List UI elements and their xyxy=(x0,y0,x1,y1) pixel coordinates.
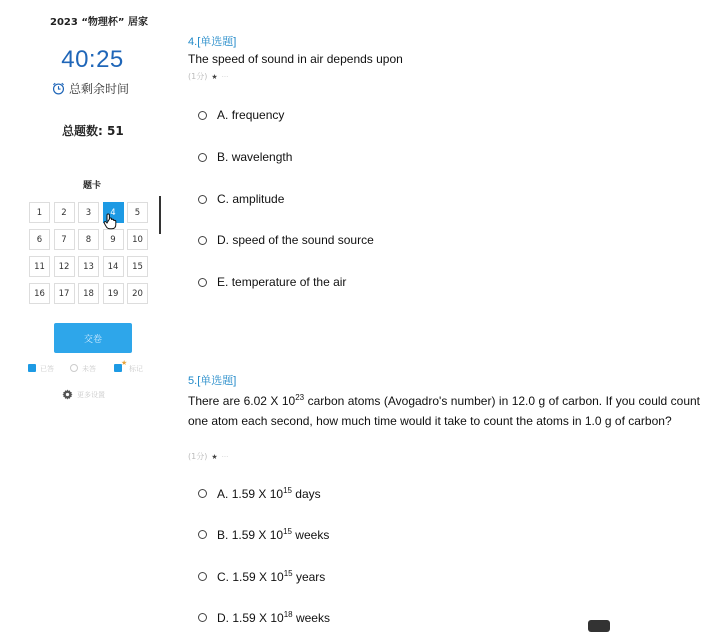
marked-legend-label: 标记 xyxy=(129,365,143,373)
option-exponent: 15 xyxy=(283,486,292,495)
radio-icon[interactable] xyxy=(198,530,207,539)
question-cell-3[interactable]: 3 xyxy=(78,202,99,223)
question-5-type: [单选题] xyxy=(197,375,237,387)
question-5-option-b[interactable] xyxy=(198,527,329,542)
radio-icon[interactable] xyxy=(198,236,207,245)
question-cell-13[interactable]: 13 xyxy=(78,256,99,277)
radio-icon[interactable] xyxy=(198,489,207,498)
sidebar xyxy=(0,0,170,629)
option-letter: D. xyxy=(217,611,229,625)
question-cell-10[interactable]: 10 xyxy=(127,229,148,250)
question-5-header xyxy=(188,369,236,388)
option-text: speed of the sound source xyxy=(232,233,374,247)
question-cell-17[interactable]: 17 xyxy=(54,283,75,304)
option-unit: weeks xyxy=(291,528,330,542)
question-cell-2[interactable]: 2 xyxy=(54,202,75,223)
option-text: temperature of the air xyxy=(231,275,347,289)
question-cell-11[interactable]: 11 xyxy=(29,256,50,277)
question-4-header xyxy=(188,30,236,49)
option-base: 1.59 X 10 xyxy=(232,570,284,584)
question-cell-14[interactable]: 14 xyxy=(103,256,124,277)
option-letter: B. xyxy=(217,528,229,542)
answer-card-scrollbar[interactable] xyxy=(159,196,161,234)
question-5-option-a[interactable] xyxy=(198,486,321,501)
option-letter: A. xyxy=(217,487,229,501)
option-unit: years xyxy=(292,570,326,584)
question-cell-18[interactable]: 18 xyxy=(78,283,99,304)
settings-label: 更多设置 xyxy=(77,390,105,399)
option-base: 1.59 X 10 xyxy=(232,611,284,625)
question-cell-5[interactable]: 5 xyxy=(127,202,148,223)
question-4-option-c[interactable] xyxy=(198,192,284,206)
question-cell-1[interactable]: 1 xyxy=(29,202,50,223)
option-text: wavelength xyxy=(231,150,293,164)
radio-icon[interactable] xyxy=(198,572,207,581)
question-5-text xyxy=(188,388,700,431)
question-5-meta xyxy=(188,451,228,462)
timer-label-row xyxy=(52,80,129,97)
option-letter: B. xyxy=(217,150,229,164)
legend xyxy=(28,359,168,376)
question-cell-6[interactable]: 6 xyxy=(29,229,50,250)
question-4-meta xyxy=(188,71,228,82)
gear-icon xyxy=(62,389,73,400)
question-cell-19[interactable]: 19 xyxy=(103,283,124,304)
question-5-text-after: carbon atoms (Avogadro's number) in 12.0 g of carbon. If you could count one atom each second, how much time would it take to count the atoms in 1.0 g of carbon? xyxy=(188,394,701,428)
radio-icon[interactable] xyxy=(198,111,207,120)
option-base: 1.59 X 10 xyxy=(231,528,284,542)
question-cell-4[interactable]: 4 xyxy=(103,202,124,223)
mark-dots-icon: ··· xyxy=(221,452,229,461)
radio-icon[interactable] xyxy=(198,153,207,162)
question-cell-15[interactable]: 15 xyxy=(127,256,148,277)
question-cell-20[interactable]: 20 xyxy=(127,283,148,304)
option-letter: A. xyxy=(217,108,229,122)
mark-star-icon[interactable]: ★ xyxy=(211,72,218,81)
option-text: amplitude xyxy=(232,192,285,206)
answered-legend-icon xyxy=(28,364,36,372)
option-exponent: 18 xyxy=(283,610,293,619)
mark-star-icon: ★ xyxy=(121,359,128,367)
timer-label: 总剩余时间 xyxy=(69,82,130,96)
question-cell-8[interactable]: 8 xyxy=(78,229,99,250)
radio-icon[interactable] xyxy=(198,613,207,622)
settings-link[interactable] xyxy=(62,389,105,400)
question-5-score: (1分) xyxy=(188,452,208,461)
unanswered-legend-icon xyxy=(70,364,78,372)
option-unit: weeks xyxy=(292,611,330,625)
question-cell-12[interactable]: 12 xyxy=(54,256,75,277)
total-question-count: 总题数: 51 xyxy=(62,124,124,138)
question-4-option-a[interactable] xyxy=(198,108,284,122)
answered-legend-label: 已答 xyxy=(40,365,54,373)
radio-icon[interactable] xyxy=(198,278,207,287)
answer-card-grid xyxy=(29,202,148,304)
question-5-text-sup: 23 xyxy=(295,393,305,402)
question-4-type: [单选题] xyxy=(197,36,237,48)
mark-dots-icon: ··· xyxy=(221,72,229,81)
question-4-option-d[interactable] xyxy=(198,233,374,247)
question-cell-7[interactable]: 7 xyxy=(54,229,75,250)
option-unit: days xyxy=(291,487,321,501)
option-letter: C. xyxy=(217,570,229,584)
question-4-text: The speed of sound in air depends upon xyxy=(188,52,403,66)
countdown-timer: 40:25 xyxy=(61,46,124,73)
hand-cursor-icon xyxy=(103,213,117,230)
option-letter: C. xyxy=(217,192,229,206)
submit-exam-button[interactable]: 交卷 xyxy=(54,323,132,353)
radio-icon[interactable] xyxy=(198,195,207,204)
option-exponent: 15 xyxy=(283,527,292,536)
option-text: frequency xyxy=(231,108,285,122)
question-cell-9[interactable]: 9 xyxy=(103,229,124,250)
question-4-number: 4. xyxy=(188,36,198,48)
question-5-option-c[interactable] xyxy=(198,569,325,584)
question-4-option-b[interactable] xyxy=(198,150,292,164)
question-cell-16[interactable]: 16 xyxy=(29,283,50,304)
question-5-option-d[interactable] xyxy=(198,610,330,625)
question-4-option-e[interactable] xyxy=(198,275,346,289)
option-letter: E. xyxy=(217,275,229,289)
exam-title: 2023 “物理杯” 居家 xyxy=(50,17,148,28)
unanswered-legend-label: 未答 xyxy=(82,365,96,373)
alarm-clock-icon xyxy=(52,82,65,95)
question-5-number: 5. xyxy=(188,375,198,387)
question-4-score: (1分) xyxy=(188,72,208,81)
option-base: 1.59 X 10 xyxy=(231,487,284,501)
mark-star-icon[interactable]: ★ xyxy=(211,452,218,461)
option-exponent: 15 xyxy=(283,569,293,578)
app-badge-icon xyxy=(588,620,610,632)
option-letter: D. xyxy=(217,233,229,247)
answer-card-title: 题卡 xyxy=(83,181,102,191)
question-5-text-before: There are 6.02 X 10 xyxy=(188,394,296,408)
